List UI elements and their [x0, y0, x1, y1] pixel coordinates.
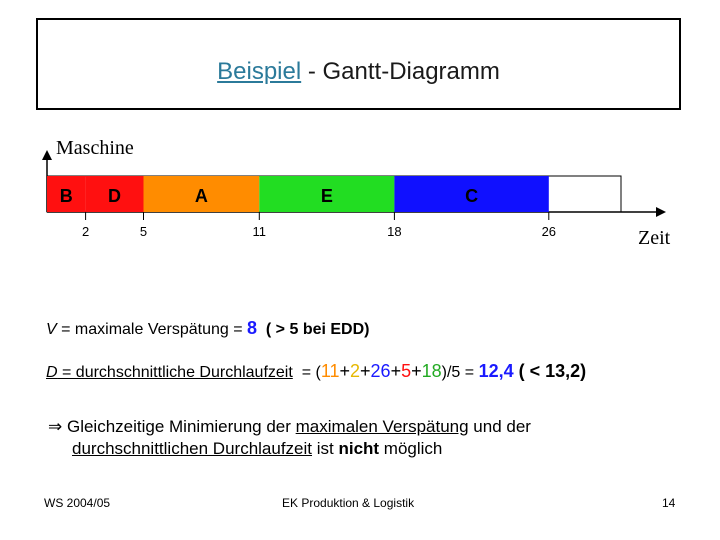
footer-page-number: 14 [662, 496, 676, 510]
d-term: 11 [320, 361, 340, 381]
x-tick-label: 2 [81, 224, 90, 239]
d-term: + [339, 361, 351, 381]
line-v [46, 318, 369, 339]
d-suffix: ( < 13,2) [513, 361, 587, 381]
title-link[interactable]: Beispiel [217, 58, 302, 85]
d-eq: = ( [292, 364, 321, 381]
conclusion-underline-2: durchschnittlichen Durchlaufzeit [72, 439, 313, 458]
footer-left: WS 2004/05 [44, 496, 111, 510]
gantt-bar-label-b: B [59, 186, 73, 206]
footer-center: EK Produktion & Logistik [282, 496, 415, 510]
d-symbol: D [46, 364, 58, 381]
d-term: 2 [350, 361, 361, 381]
y-axis-arrowhead [42, 150, 52, 160]
d-term: + [390, 361, 402, 381]
conclusion-bold: nicht [338, 439, 380, 458]
conclusion-text-3: ist [312, 439, 339, 458]
conclusion-text-2: und der [468, 417, 531, 436]
d-result: 12,4 [478, 361, 514, 381]
x-tick-label: 5 [139, 224, 148, 239]
v-symbol: V [46, 321, 57, 338]
x-tick-label: 11 [252, 224, 267, 239]
y-axis-label: Maschine [56, 137, 134, 159]
x-axis-arrowhead [656, 207, 666, 217]
d-term: 18 [421, 361, 442, 381]
title-rest: - Gantt-Diagramm [301, 58, 500, 85]
v-label: = maximale Verspätung = [56, 321, 247, 338]
x-axis-label: Zeit [638, 227, 671, 249]
gantt-bar-label-d: D [108, 186, 122, 206]
gantt-bar-label-c: C [465, 186, 479, 206]
d-term: + [411, 361, 422, 381]
d-term: + [360, 361, 371, 381]
x-tick-label: 18 [387, 224, 402, 239]
line-d [46, 361, 586, 382]
v-suffix: ( > 5 bei EDD) [257, 321, 370, 338]
d-close: )/5 = [441, 364, 479, 381]
d-label: = durchschnittliche Durchlaufzeit [57, 364, 293, 381]
d-term: 5 [401, 361, 412, 381]
d-term: 26 [370, 361, 391, 381]
d-terms [321, 361, 442, 381]
implies-icon: ⇒ [48, 417, 63, 437]
x-tick-label: 26 [541, 224, 557, 239]
conclusion-underline-1: maximalen Verspätung [295, 417, 469, 436]
d-underlined [46, 364, 293, 381]
conclusion [48, 416, 531, 460]
v-value: 8 [247, 318, 258, 338]
gantt-bar-label-e: E [320, 186, 333, 206]
conclusion-text-4: möglich [379, 439, 443, 458]
conclusion-text-1: Gleichzeitige Minimierung der [62, 417, 296, 436]
gantt-bar-label-a: A [194, 186, 208, 206]
